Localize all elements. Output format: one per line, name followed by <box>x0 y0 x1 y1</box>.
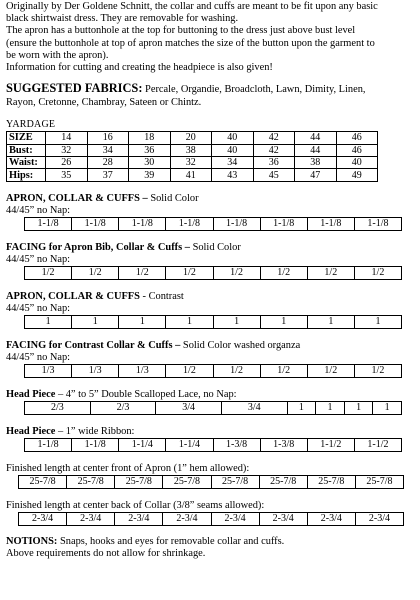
yardage-section <box>6 389 418 415</box>
yardage-row <box>25 364 402 377</box>
yardage-cell: 2-3/4 <box>307 512 355 525</box>
size-table <box>6 131 378 182</box>
intro-line: be worn with the apron). <box>6 49 109 61</box>
yardage-section <box>6 242 418 280</box>
yardage-cell: 1 <box>316 401 345 414</box>
size-cell: 42 <box>253 132 295 144</box>
size-cell: 45 <box>253 169 295 181</box>
yardage-cell: 1/2 <box>260 266 307 279</box>
yardage-row <box>25 217 402 230</box>
notions-heading: NOTIONS: <box>6 535 58 547</box>
yardage-cell: 1/2 <box>72 266 119 279</box>
yardage-row <box>25 266 402 279</box>
section-title-text: Solid Color washed organza <box>180 339 301 351</box>
size-cell: 28 <box>87 157 129 169</box>
yardage-cell: 1/2 <box>354 364 401 377</box>
section-title <box>6 340 418 352</box>
section-title-text: - Contrast <box>139 290 184 302</box>
yardage-table <box>24 364 402 378</box>
yardage-cell: 1/2 <box>166 364 213 377</box>
size-table-row <box>7 132 378 144</box>
size-cell: 39 <box>129 169 171 181</box>
intro-line: (ensure the buttonhole at top of apron matches the size of the button upon the garment to <box>6 37 375 49</box>
size-table-row <box>7 144 378 156</box>
yardage-section <box>6 426 418 452</box>
yardage-cell: 1-1/8 <box>119 217 166 230</box>
yardage-section <box>6 340 418 378</box>
size-cell: 18 <box>129 132 171 144</box>
section-subtitle: 44/45” no Nap: <box>6 204 71 216</box>
section-subtitle: 44/45” no Nap: <box>6 302 71 314</box>
size-row-label: Waist: <box>7 157 46 169</box>
yardage-table <box>24 438 402 452</box>
yardage-cell: 25-7/8 <box>307 475 355 488</box>
size-cell: 44 <box>295 144 337 156</box>
yardage-cell: 1 <box>260 315 307 328</box>
section-title-text: Finished length at center front of Apron (1” hem allowed): <box>6 462 250 474</box>
section-title-text: Solid Color <box>147 192 199 204</box>
size-cell: 36 <box>129 144 171 156</box>
size-cell: 32 <box>46 144 88 156</box>
yardage-cell: 1 <box>344 401 373 414</box>
size-cell: 37 <box>87 169 129 181</box>
size-cell: 46 <box>336 132 378 144</box>
section-title-bold: Head Piece <box>6 388 56 400</box>
yardage-cell: 1-1/8 <box>213 217 260 230</box>
yardage-row <box>25 315 402 328</box>
section-title <box>6 426 418 438</box>
yardage-cell: 25-7/8 <box>163 475 211 488</box>
yardage-label: YARDAGE <box>6 119 56 131</box>
size-cell: 26 <box>46 157 88 169</box>
yardage-cell: 3/4 <box>156 401 222 414</box>
section-title-bold: APRON, COLLAR & CUFFS <box>6 290 140 302</box>
size-cell: 43 <box>212 169 254 181</box>
size-cell: 41 <box>170 169 212 181</box>
yardage-row <box>19 475 404 488</box>
size-cell: 20 <box>170 132 212 144</box>
suggested-fabrics <box>6 82 418 109</box>
yardage-cell: 2-3/4 <box>67 512 115 525</box>
section-title-text: – 4” to 5” Double Scalloped Lace, no Nap: <box>55 388 237 400</box>
intro-line: Originally by Der Goldene Schnitt, the collar and cuffs are meant to be fit upon any basic <box>6 1 378 12</box>
size-cell: 34 <box>87 144 129 156</box>
size-table-row <box>7 157 378 169</box>
yardage-cell: 1/2 <box>307 266 354 279</box>
size-cell: 16 <box>87 132 129 144</box>
intro-text <box>6 1 418 74</box>
shrinkage-note: Above requirements do not allow for shrinkage. <box>6 548 206 559</box>
yardage-cell: 2/3 <box>90 401 156 414</box>
yardage-section <box>6 500 418 526</box>
yardage-cell: 1-1/8 <box>260 217 307 230</box>
yardage-table <box>18 512 404 526</box>
yardage-cell: 2-3/4 <box>115 512 163 525</box>
notions-text: Snaps, hooks and eyes for removable collar and cuffs. <box>57 535 285 547</box>
size-cell: 32 <box>170 157 212 169</box>
section-title-text: – 1” wide Ribbon: <box>55 425 135 437</box>
size-cell: 49 <box>336 169 378 181</box>
yardage-table <box>24 401 402 415</box>
section-subtitle: 44/45” no Nap: <box>6 253 71 265</box>
yardage-cell: 1-1/8 <box>72 438 119 451</box>
yardage-cell: 2-3/4 <box>163 512 211 525</box>
size-cell: 38 <box>295 157 337 169</box>
yardage-cell: 1 <box>119 315 166 328</box>
yardage-cell: 25-7/8 <box>19 475 67 488</box>
yardage-cell: 1 <box>307 315 354 328</box>
intro-line: The apron has a buttonhole at the top for buttoning to the dress just above bust level <box>6 25 356 37</box>
section-title <box>6 242 418 254</box>
size-row-label: SIZE <box>7 132 46 144</box>
yardage-section <box>6 463 418 489</box>
fabrics-text: Percale, Organdie, Broadcloth, Lawn, Dimity, Linen, <box>142 84 366 96</box>
yardage-cell: 1-1/8 <box>166 217 213 230</box>
yardage-cell: 1/2 <box>307 364 354 377</box>
notions <box>6 536 418 560</box>
yardage-cell: 1 <box>72 315 119 328</box>
size-cell: 36 <box>253 157 295 169</box>
yardage-cell: 2-3/4 <box>355 512 403 525</box>
yardage-cell: 3/4 <box>221 401 287 414</box>
yardage-cell: 1/2 <box>25 266 72 279</box>
size-row-label: Hips: <box>7 169 46 181</box>
yardage-table <box>24 266 402 280</box>
yardage-cell: 1 <box>166 315 213 328</box>
section-title <box>6 463 418 475</box>
section-title <box>6 193 418 205</box>
size-table-row <box>7 169 378 181</box>
yardage-cell: 25-7/8 <box>211 475 259 488</box>
yardage-cell: 25-7/8 <box>115 475 163 488</box>
intro-line: Information for cutting and creating the headpiece is also given! <box>6 62 273 74</box>
size-cell: 40 <box>212 144 254 156</box>
size-row-label: Bust: <box>7 144 46 156</box>
size-cell: 38 <box>170 144 212 156</box>
yardage-row <box>19 512 404 525</box>
yardage-cell: 1 <box>213 315 260 328</box>
yardage-cell: 1-1/8 <box>25 217 72 230</box>
section-title-text: Finished length at center back of Collar (3/8” seams allowed): <box>6 499 265 511</box>
yardage-cell: 1-1/2 <box>307 438 354 451</box>
yardage-cell: 2-3/4 <box>259 512 307 525</box>
size-cell: 35 <box>46 169 88 181</box>
size-cell: 30 <box>129 157 171 169</box>
yardage-cell: 1/2 <box>354 266 401 279</box>
yardage-cell: 1/2 <box>166 266 213 279</box>
yardage-sections <box>6 193 418 526</box>
yardage-cell: 2-3/4 <box>19 512 67 525</box>
size-cell: 42 <box>253 144 295 156</box>
yardage-row <box>25 401 402 414</box>
size-cell: 44 <box>295 132 337 144</box>
yardage-cell: 1/3 <box>72 364 119 377</box>
yardage-cell: 1/2 <box>119 266 166 279</box>
section-title-text: Solid Color <box>189 241 241 253</box>
yardage-cell: 2-3/4 <box>211 512 259 525</box>
yardage-cell: 25-7/8 <box>67 475 115 488</box>
yardage-cell: 1-3/8 <box>213 438 260 451</box>
section-title <box>6 389 418 401</box>
yardage-cell: 1-1/8 <box>354 217 401 230</box>
yardage-cell: 1-1/8 <box>25 438 72 451</box>
yardage-cell: 1-1/4 <box>119 438 166 451</box>
size-cell: 40 <box>336 157 378 169</box>
size-cell: 47 <box>295 169 337 181</box>
yardage-cell: 25-7/8 <box>355 475 403 488</box>
yardage-section <box>6 291 418 329</box>
yardage-cell: 1/2 <box>260 364 307 377</box>
yardage-table <box>24 315 402 329</box>
yardage-section <box>6 193 418 231</box>
yardage-cell: 25-7/8 <box>259 475 307 488</box>
yardage-cell: 1 <box>25 315 72 328</box>
fabrics-heading: SUGGESTED FABRICS: <box>6 81 143 96</box>
yardage-table <box>24 217 402 231</box>
yardage-row <box>25 438 402 451</box>
section-title-bold: Head Piece <box>6 425 56 437</box>
yardage-cell: 1-3/8 <box>260 438 307 451</box>
yardage-cell: 2/3 <box>25 401 91 414</box>
yardage-cell: 1-1/2 <box>354 438 401 451</box>
size-cell: 34 <box>212 157 254 169</box>
section-title-bold: APRON, COLLAR & CUFFS – <box>6 192 148 204</box>
yardage-cell: 1/3 <box>119 364 166 377</box>
yardage-cell: 1-1/8 <box>72 217 119 230</box>
section-subtitle: 44/45” no Nap: <box>6 351 71 363</box>
yardage-cell: 1-1/8 <box>307 217 354 230</box>
yardage-cell: 1/2 <box>213 266 260 279</box>
yardage-cell: 1 <box>287 401 316 414</box>
section-title <box>6 291 418 303</box>
size-cell: 40 <box>212 132 254 144</box>
fabrics-text: Rayon, Cretonne, Chambray, Sateen or Chintz. <box>6 96 202 108</box>
size-cell: 14 <box>46 132 88 144</box>
yardage-cell: 1-1/4 <box>166 438 213 451</box>
yardage-cell: 1 <box>354 315 401 328</box>
yardage-cell: 1/2 <box>213 364 260 377</box>
section-title <box>6 500 418 512</box>
section-title-bold: FACING for Contrast Collar & Cuffs – <box>6 339 181 351</box>
section-title-bold: FACING for Apron Bib, Collar & Cuffs – <box>6 241 190 253</box>
yardage-table <box>18 475 404 489</box>
size-cell: 46 <box>336 144 378 156</box>
intro-line: black shirtwaist dress. They are removable for washing. <box>6 13 239 25</box>
yardage-cell: 1 <box>373 401 402 414</box>
yardage-cell: 1/3 <box>25 364 72 377</box>
